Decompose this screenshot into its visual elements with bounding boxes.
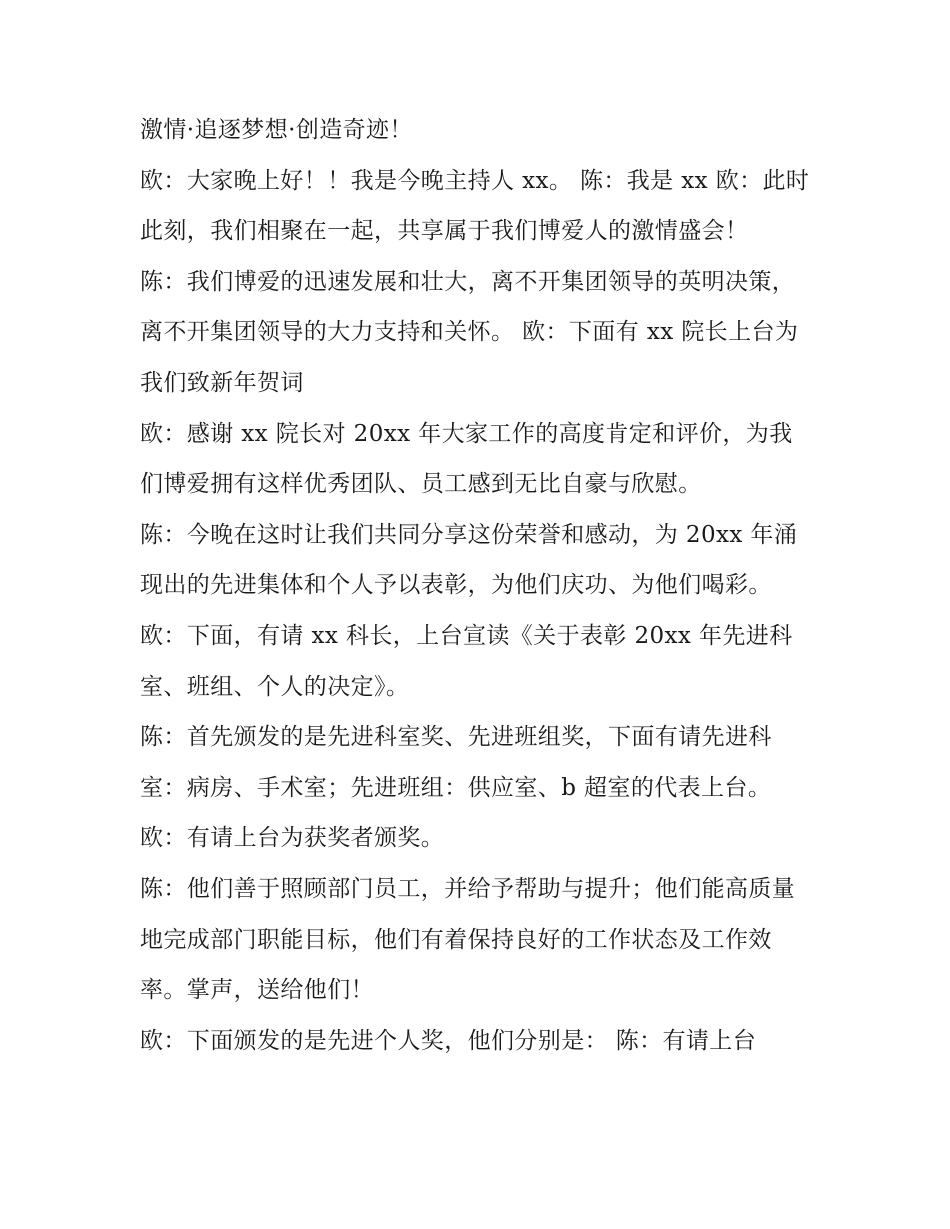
paragraph-title: 激情·追逐梦想·创造奇迹！ <box>140 117 413 143</box>
paragraph: 陈：今晚在这时让我们共同分享这份荣誉和感动，为 20xx 年涌现出的先进集体和个人予以表彰，为他们庆功、为他们喝彩。 <box>140 521 798 599</box>
paragraph: 陈：首先颁发的是先进科室奖、先进班组奖，下面有请先进科室：病房、手术室；先进班组：供应室、b 超室的代表上台。 <box>140 724 772 801</box>
paragraph: 陈：我们博爱的迅速发展和壮大，离不开集团领导的英明决策，离不开集团领导的大力支持和关怀。 欧：下面有 xx 院长上台为我们致新年贺词 <box>140 268 799 396</box>
paragraph: 欧：大家晚上好！！我是今晚主持人 xx。 陈：我是 xx 欧：此时此刻，我们相聚在一起，共享属于我们博爱人的激情盛会！ <box>140 167 810 245</box>
document-body <box>140 105 812 1066</box>
paragraph: 欧：下面颁发的是先进个人奖，他们分别是： 陈：有请上台 <box>140 1027 757 1054</box>
paragraph: 欧：感谢 xx 院长对 20xx 年大家工作的高度肯定和评价，为我们博爱拥有这样优秀团队、员工感到无比自豪与欣慰。 <box>140 420 793 498</box>
paragraph: 陈：他们善于照顾部门员工，并给予帮助与提升；他们能高质量地完成部门职能目标，他们有着保持良好的工作状态及工作效率。掌声，送给他们！ <box>140 875 796 1004</box>
paragraph: 欧：下面，有请 xx 科长，上台宣读《关于表彰 20xx 年先进科室、班组、个人的决定》。 <box>140 622 793 700</box>
paragraph: 欧：有请上台为获奖者颁奖。 <box>140 825 445 852</box>
